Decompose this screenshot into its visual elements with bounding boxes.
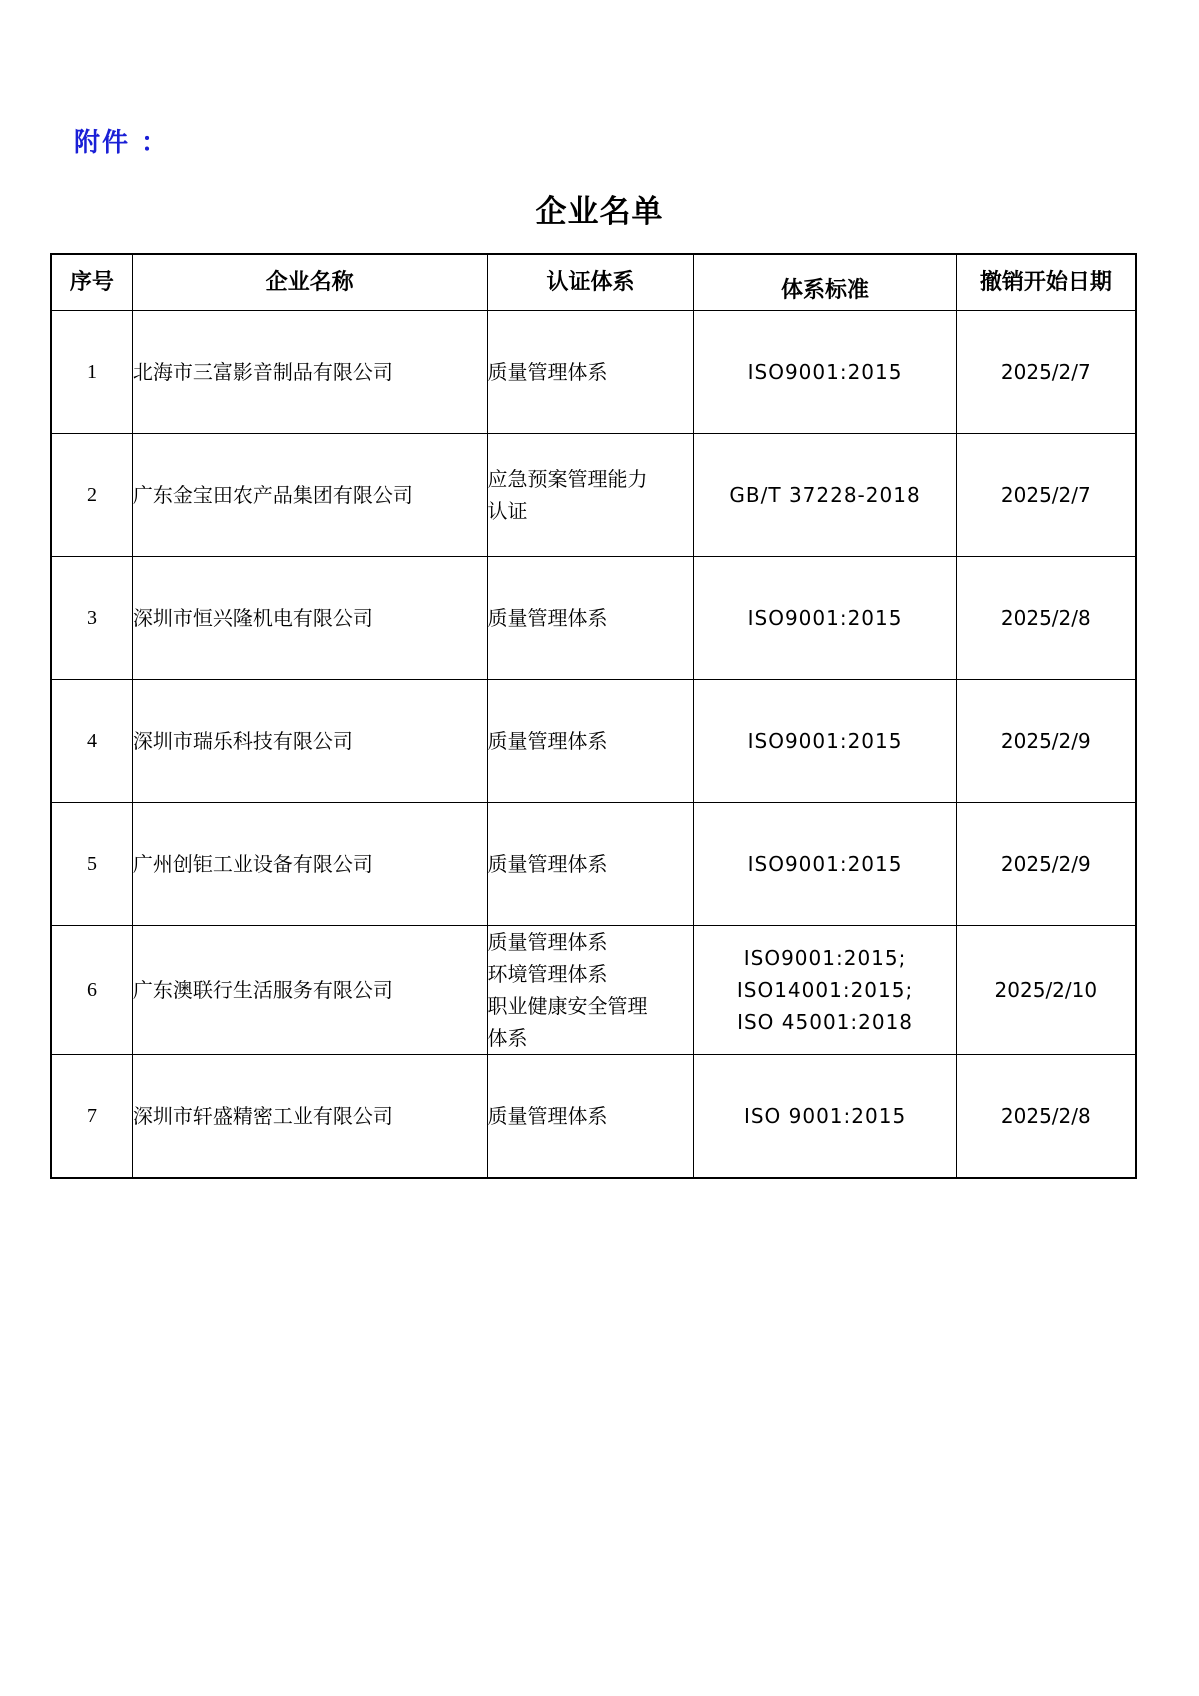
row-revocation-date: 2025/2/10	[956, 926, 1136, 1055]
row-company-name: 深圳市瑞乐科技有限公司	[132, 680, 487, 803]
system-standard-line: ISO14001:2015;	[736, 978, 914, 1002]
table-header-row	[51, 254, 1136, 311]
certification-system-line: 质量管理体系	[487, 606, 608, 630]
row-revocation-date: 2025/2/7	[956, 311, 1136, 434]
attachment-label: 附件 ：	[74, 128, 170, 158]
header-system-standard-label: 体系标准	[781, 277, 870, 303]
row-system-standard	[694, 926, 956, 1055]
row-serial-number: 7	[51, 1055, 132, 1179]
header-certification-system: 认证体系	[487, 254, 694, 311]
certification-system-line: 质量管理体系	[487, 729, 608, 753]
table-row	[51, 1055, 1136, 1179]
system-standard-line: ISO9001:2015	[747, 360, 903, 384]
system-standard-line: ISO 9001:2015	[743, 1104, 907, 1128]
table-body	[51, 311, 1136, 1179]
system-standard-line: ISO9001:2015;	[743, 946, 907, 970]
certification-system-line: 质量管理体系	[487, 930, 608, 954]
row-certification-system	[487, 311, 694, 434]
row-serial-number: 5	[51, 803, 132, 926]
row-revocation-date: 2025/2/8	[956, 557, 1136, 680]
header-system-standard	[694, 254, 956, 311]
row-system-standard	[694, 434, 956, 557]
row-company-name: 广东澳联行生活服务有限公司	[132, 926, 487, 1055]
row-certification-system	[487, 557, 694, 680]
certification-system-line: 质量管理体系	[487, 852, 608, 876]
row-system-standard	[694, 1055, 956, 1179]
header-serial-number: 序号	[51, 254, 132, 311]
row-revocation-date: 2025/2/7	[956, 434, 1136, 557]
certification-system-line: 体系	[487, 1026, 528, 1050]
row-system-standard	[694, 680, 956, 803]
row-revocation-date: 2025/2/9	[956, 803, 1136, 926]
row-company-name: 广东金宝田农产品集团有限公司	[132, 434, 487, 557]
row-company-name: 广州创钜工业设备有限公司	[132, 803, 487, 926]
row-certification-system	[487, 803, 694, 926]
row-serial-number: 1	[51, 311, 132, 434]
system-standard-line: GB/T 37228-2018	[729, 483, 921, 507]
row-company-name: 深圳市恒兴隆机电有限公司	[132, 557, 487, 680]
row-certification-system	[487, 680, 694, 803]
row-company-name: 北海市三富影音制品有限公司	[132, 311, 487, 434]
row-system-standard	[694, 557, 956, 680]
table-row	[51, 434, 1136, 557]
document-title: 企业名单	[535, 194, 664, 230]
certification-system-line: 认证	[487, 499, 528, 523]
system-standard-line: ISO9001:2015	[747, 729, 903, 753]
header-revocation-date: 撤销开始日期	[956, 254, 1136, 311]
row-revocation-date: 2025/2/8	[956, 1055, 1136, 1179]
table-row	[51, 803, 1136, 926]
row-serial-number: 4	[51, 680, 132, 803]
row-certification-system	[487, 434, 694, 557]
row-certification-system	[487, 1055, 694, 1179]
row-serial-number: 2	[51, 434, 132, 557]
certification-system-line: 质量管理体系	[487, 1104, 608, 1128]
header-company-name: 企业名称	[132, 254, 487, 311]
table-row	[51, 680, 1136, 803]
certification-system-line: 质量管理体系	[487, 360, 608, 384]
system-standard-line: ISO9001:2015	[747, 852, 903, 876]
table-row	[51, 926, 1136, 1055]
row-company-name: 深圳市轩盛精密工业有限公司	[132, 1055, 487, 1179]
system-standard-line: ISO9001:2015	[747, 606, 903, 630]
row-serial-number: 6	[51, 926, 132, 1055]
row-revocation-date: 2025/2/9	[956, 680, 1136, 803]
row-system-standard	[694, 803, 956, 926]
row-system-standard	[694, 311, 956, 434]
row-certification-system	[487, 926, 694, 1055]
certification-system-line: 职业健康安全管理	[487, 994, 648, 1018]
certification-system-line: 环境管理体系	[487, 962, 608, 986]
certification-system-line: 应急预案管理能力	[487, 467, 648, 491]
table-row	[51, 311, 1136, 434]
system-standard-line: ISO 45001:2018	[737, 1010, 914, 1034]
company-table	[50, 253, 1137, 1179]
table-row	[51, 557, 1136, 680]
row-serial-number: 3	[51, 557, 132, 680]
